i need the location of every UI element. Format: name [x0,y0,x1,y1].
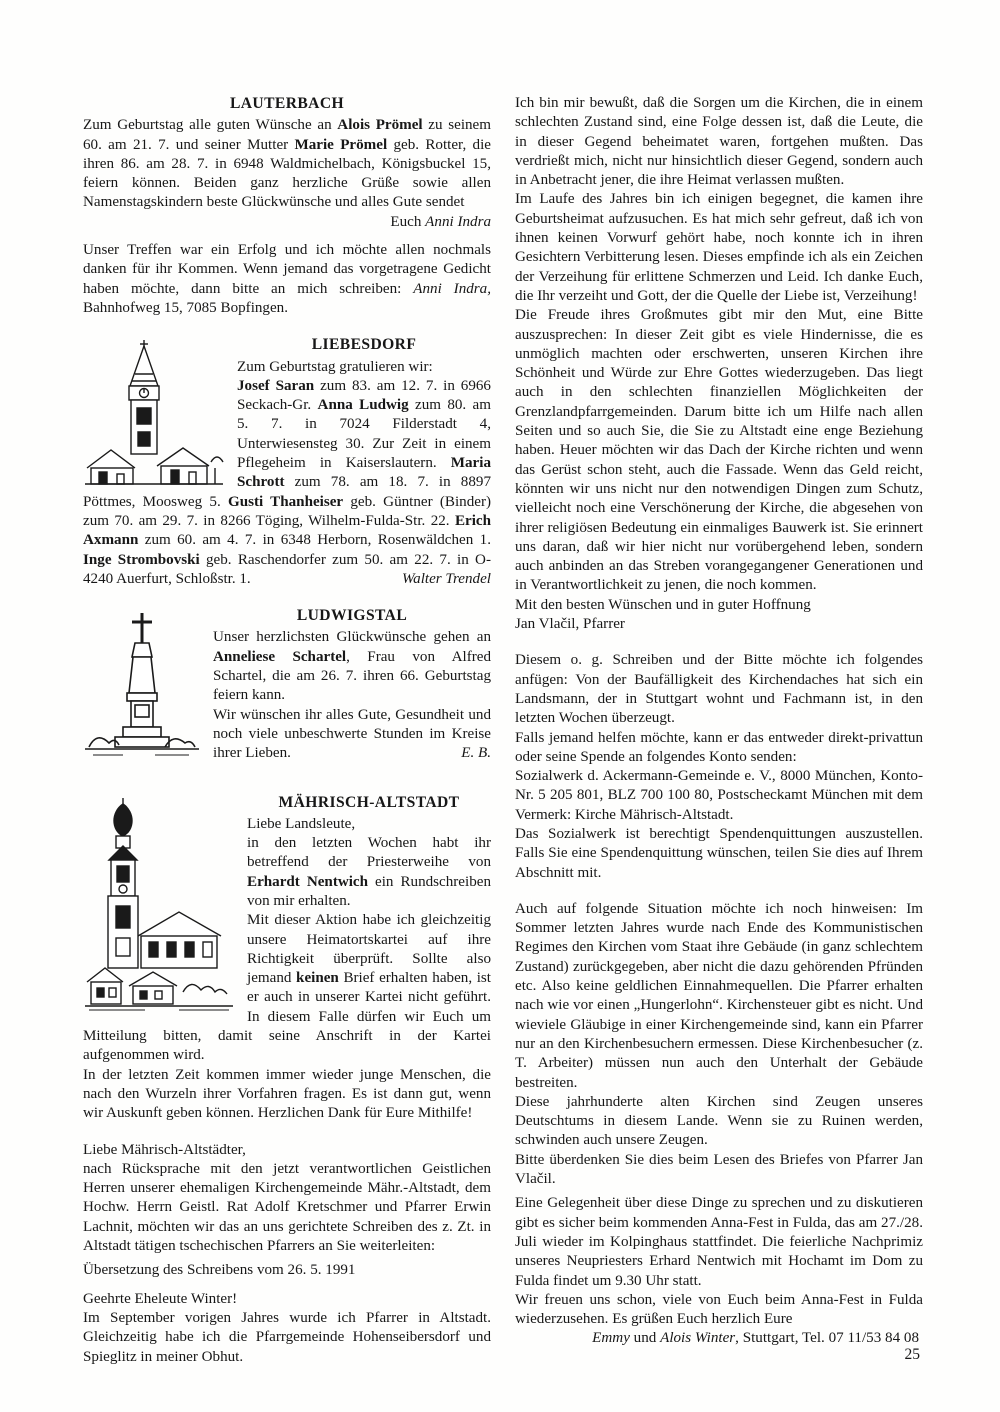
ludwigstal-body-text: Wir wünschen ihr alles Gute, Gesundheit und noch viele unbeschwerte Stunden im Kreise ihrer Lieben. [213,706,491,762]
spacer [83,589,491,606]
paragraph-letter-1: Ich bin mir bewußt, daß die Sorgen um die Kirchen, die in einem schlechten Zustand sind, eine Folge dessen ist, daß die Leute, die in dieser Gegend beheimatet waren, fortgehen mußten. Das verdrießt mich, nicht nur hinsichtlich dieser Gegend, sondern auch in Anbetracht jener, die ihre Heimat verlassen mußten. [515,95,923,189]
paragraph-ma-9: Im September vorigen Jahres wurde ich Pfarrer in Altstadt. Gleichzeitig habe ich die Pfarrgemeinde Hohenseibersdorf und Spieglitz in meiner Obhut. [83,1309,491,1365]
paragraph-situation-5: Wir freuen uns schon, viele von Euch beim Anna-Fest in Fulda wiederzusehen. Es grüßen Euch herzlich Eure [515,1291,923,1328]
section-situation [515,900,923,1349]
paragraph-ma-4: In der letzten Zeit kommen immer wieder junge Menschen, die nach den Wurzeln ihrer Vorfahren fragen. Es ist dann gut, wenn wir Auskunft geben können. Herzlichen Dank für Eure Mithilfe! [83,1066,491,1122]
paragraph-situation-2: Diese jahrhunderte alten Kirchen sind Zeugen unseres Deutschtums in diesem Lande. Wenn sie zu Ruinen werden, schwinden auch unsere Zeugen. [515,1093,923,1149]
section-lauterbach [83,94,491,318]
spacer [515,634,923,651]
signature-line-anni-indra: Euch Anni Indra [390,213,491,230]
paragraph-appendix-4: Das Sozialwerk ist berechtigt Spendenquittungen auszustellen. Falls Sie eine Spendenquittung wünschen, teilen Sie dies auf Ihrem Abschnitt mit. [515,825,923,881]
paragraph-situation-4: Eine Gelegenheit über diese Dinge zu sprechen und zu diskutieren gibt es sicher beim kommenden Anna-Fest in Fulda, das am 27./28. Juli wieder im Kolpinghaus stattfindet. Die feierliche Nachprimiz unseres Neupriesters Erhard Nentwich mit Hochamt im Dom zu Fulda findet um 9.30 Uhr statt. [515,1195,923,1289]
church-village-illustration [83,796,235,1014]
paragraph-lauterbach-2: Unser Treffen war ein Erfolg und ich möchte allen nochmals danken für ihr Kommen. Wenn jemand das vorgetragene Gedicht haben möchte, dann bitte an mich schreiben: Anni Indra, Bahnhofweg 15, 7085 Bopfingen. [83,242,491,316]
spacer [83,1281,491,1290]
paragraph-ma-2: in den letzten Wochen habt ihr betreffend der Priesterweihe von Erhardt Nentwich ein Rundschreiben von mir erhalten. [247,835,491,909]
section-appendix [515,651,923,883]
spacer [83,232,491,241]
church-spire-illustration [83,338,225,486]
paragraph-letter-3: Die Freude ihres Großmutes gibt mir den Mut, eine Bitte auszusprechen: In dieser Zeit gibt es viele Hindernisse, die es unmöglich machten oder erschwerten, unseren Kirchen ihre Schönheit und Würde zur Ehre Gottes wiederzugeben. Das liegt auch in den schlechten finanziellen Möglichkeiten der Grenzlandpfarrgemeinden. Darum bitte ich um Hilfe nach allen Seiten und so auch Sie, die Sie zu Altstadt eine enge Beziehung haben. Heuer möchten wir das Dach der Kirche richten und wenn das Gerüst schon steht, auch die Fassade. Wenn das Geld reicht, könnten wir uns nicht nur den notwendigen Dingen zum Schutz, vielleicht noch eine Verschönerung der Kirche, die abgesehen von ihrer religiösen Bedeutung ein einmaliges Bauwerk ist. Sie erinnert uns daran, daß wir hier nicht nur vorübergehend leben, sondern auch anbinden an das Streben vorangegangener Generationen und in Verantwortlichkeit zu jenen, die noch kommen. [515,307,923,594]
signature-jan-vlacil: Jan Vlačil, Pfarrer [515,616,625,633]
paragraph-letter-closing: Mit den besten Wünschen und in guter Hoffnung [515,596,811,613]
page-number: 25 [904,1346,920,1363]
section-ludwigstal [83,606,491,763]
paragraph-ma-translation-note: Übersetzung des Schreibens vom 26. 5. 1991 [83,1262,356,1279]
left-column [83,94,491,1367]
right-column [515,94,923,1367]
spacer [83,764,491,793]
paragraph-ludwigstal-1: Unser herzlichsten Glückwünsche gehen an Anneliese Schartel, Frau von Alfred Schartel, die am 26. 7. ihren 66. Geburtstag feiern kann. [213,629,491,704]
paragraph-ma-letter-salutation: Geehrte Eheleute Winter! [83,1290,238,1307]
page-columns [83,94,923,1367]
section-liebesdorf [83,335,491,589]
paragraph-ma-salutation: Liebe Landsleute, [247,815,356,832]
memorial-cross-illustration [83,609,201,759]
spacer [515,883,923,900]
paragraph-appendix-account: Sozialwerk d. Ackermann-Gemeinde e. V., 8000 München, Konto-Nr. 5 205 801, BLZ 700 100 80, Postscheckamt München mit dem Vermerk: Kirche Mährisch-Altstadt. [515,768,923,823]
paragraph-lauterbach-1: Zum Geburtstag alle guten Wünsche an Alois Prömel zu seinem 60. am 21. 7. und seiner Mutter Marie Prömel geb. Rotter, die ihren 86. am 28. 7. in 6948 Waldmichelbach, Königsbuckel 15, feiern können. Beiden ganz herzliche Grüße sowie allen Namenstagskindern beste Glückwünsche und alles Gute sendet [83,117,491,211]
section-heading-maehrisch-altstadt: MÄHRISCH-ALTSTADT [278,793,460,811]
section-maehrisch-altstadt [83,793,491,1367]
liebesdorf-body-text: Josef Saran zum 83. am 12. 7. in 6966 Seckach-Gr. Anna Ludwig zum 80. am 5. 7. in 7024 Filderstadt 4, Unterwiesensteg 30. Zur Zeit in einem Pflegeheim in Kaiserslautern. Maria Schrott zum 78. am 18. 7. in 8897 Pöttmes, Moosweg 5. Gusti Thanheiser geb. Güntner (Binder) zum 70. am 29. 7. in 8266 Töging, Wilhelm-Fulda-Str. 22. Erich Axmann zum 60. am 4. 7. in 6348 Herborn, Rosenwäldchen 1. Inge Strombovski geb. Raschendorfer zum 50. am 22. 7. in O-4240 Auerfurt, Schloßstr. 1. [83,377,492,587]
paragraph-ma-6: nach Rücksprache mit den jetzt verantwortlichen Geistlichen Herren unserer ehemaligen Kirchengemeinde Mähr.-Altstadt, dem Hochw. Herrn Geistl. Rat Adolf Kretschmer und Pfarrer Erwin Lachnit, möchten wir das an uns gerichtete Schreiben des z. Zt. in Altstadt tätigen tschechischen Pfarrers an Sie weiterleiten: [83,1160,491,1255]
signature-walter-trendel: Walter Trendel [401,570,491,587]
section-heading-liebesdorf: LIEBESDORF [311,336,417,354]
spacer [83,318,491,335]
paragraph-appendix-2: Falls jemand helfen möchte, kann er das entweder direkt-privattun oder seine Spende an folgendes Konto senden: [515,729,923,765]
paragraph-appendix-1: Diesem o. g. Schreiben und der Bitte möchte ich folgendes anfügen: Von der Baufälligkeit des Kirchendaches hat sich ein Landsmann, der in Stuttgart wohnt und Fachmann ist, in den letzten Wochen überzeugt. [515,652,923,727]
paragraph-situation-3: Bitte überdenken Sie dies beim Lesen des Briefes von Pfarrer Jan Vlačil. [515,1151,923,1188]
signature-eb: E. B. [461,745,491,762]
paragraph-situation-1: Auch auf folgende Situation möchte ich noch hinweisen: Im Sommer letzten Jahres wurde nach Ende des Kommunistischen Regimes den Kirchen vom Staat ihre Gebäude (in ganz schlechtem Zustand) zurückgegeben, aber nicht die dazu gehörenden Pfründen etc. Also keine geldlichen Einnahmequellen. Die Pfarrer erhalten nach wie vor einen „Hungerlohn“. Kirchensteuer gibt es nicht. Und wieviele Gläubige in einer Kirchengemeinde sind, kann ein Pfarrer nur an den Kirchenbesuchern ermessen. Diese Kirchenbesucher (z. T. Arbeiter) müssen nun auch den Unterhalt der Gebäude bestreiten. [515,900,923,1091]
paragraph-ma-salutation-2: Liebe Mährisch-Altstädter, [83,1141,246,1158]
signature-emmy-alois-winter: Emmy und Alois Winter, Stuttgart, Tel. 07 11/53 84 08 [592,1330,919,1347]
paragraph-ma-3: Mit dieser Aktion habe ich gleichzeitig unsere Heimatortskartei auf ihre Richtigkeit überprüft. Sollte also jemand keinen Brief erhalten haben, ist er auch in unserer Kartei nicht geführt. In diesem Falle dürfen wir Euch um Mitteilung bitten, damit seine Anschrift in der Kartei aufgenommen wird. [83,912,491,1064]
section-letter [515,94,923,634]
section-heading-lauterbach: LAUTERBACH [229,95,345,112]
spacer [83,1124,491,1141]
section-heading-ludwigstal: LUDWIGSTAL [296,607,408,625]
paragraph-liebesdorf-intro: Zum Geburtstag gratulieren wir: [237,358,433,375]
paragraph-letter-2: Im Laufe des Jahres bin ich einigen begegnet, die kamen ihre Geburtsheimat aufzusuchen. Es hat mich sehr gefreut, daß ich von ihnen keinen Vorwurf gehört habe, noch konnte ich in ihren Gesichtern Verbitterung lesen. Dieses empfinde ich als ein Zeichen der Verzeihung für erlittene Schmerzen und Leid. Ich danke Euch, die Ihr verzeiht und Gott, der die Quelle der Liebe ist, Verzeihung! [515,191,923,304]
